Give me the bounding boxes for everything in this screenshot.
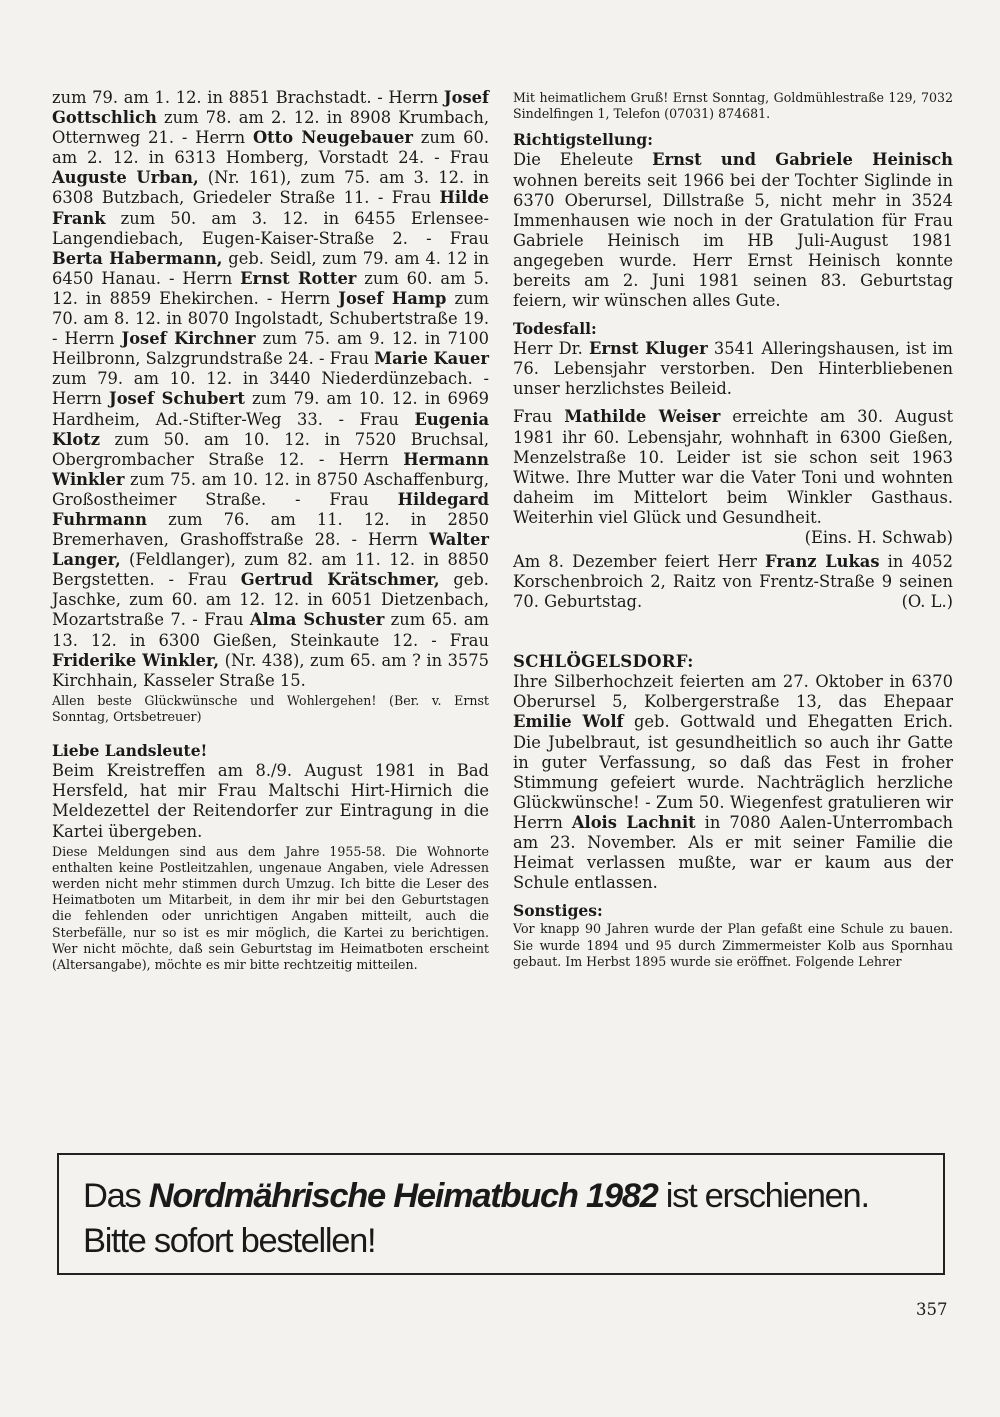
person-name: Otto Neugebauer [252, 128, 413, 148]
person-name: Franz Lukas [765, 552, 880, 571]
text-run: geb. Seidl, zum 79. am 4. 12 in 6450 Hanau. - Herrn [52, 248, 490, 288]
person-name: Ernst Rotter [240, 268, 357, 288]
text-run: geb. Jaschke, zum 60. am 12. 12. in 6051 Dietzenbach, Mozartstraße 7. - Frau [52, 570, 489, 630]
lukas-signature: (O. L.) [901, 592, 953, 612]
person-name: Ernst Kluger [589, 339, 708, 359]
text-run: zum 79. am 1. 12. in 8851 Brachstadt. - Herrn [52, 88, 444, 107]
text-run: Herr Dr. [513, 339, 589, 359]
person-name: Josef Hamp [338, 288, 447, 308]
weiser-paragraph [513, 407, 953, 547]
text-run: zum 60. am 2. 12. in 6313 Homberg, Vorstadt 24. - Frau [52, 128, 490, 168]
person-name: Eugenia Klotz [52, 409, 489, 449]
left-column [52, 88, 489, 973]
greeting-note: Mit heimatlichem Gruß! Ernst Sonntag, Goldmühlestraße 129, 7032 Sindelfingen 1, Telefon (07031) 874681. [513, 90, 953, 122]
birthday-list [52, 88, 489, 691]
person-name: Berta Habermann, [52, 248, 223, 268]
text-run: (Nr. 438), zum 65. am ? in 3575 Kirchhain, Kasseler Straße 15. [52, 650, 490, 690]
person-name: Auguste Urban, [52, 168, 199, 188]
text-run: Am 8. Dezember feiert Herr [513, 552, 766, 571]
text-run: 3541 Alleringshausen, ist im 76. Lebensjahr verstorben. Den Hinterbliebenen unser herzlichstes Beileid. [513, 339, 953, 399]
right-column [513, 88, 953, 970]
todesfall-paragraph [513, 339, 953, 399]
richtigstellung-paragraph [513, 150, 953, 311]
person-name: Marie Kauer [374, 349, 489, 369]
heading-schloegelsdorf: SCHLÖGELSDORF: [513, 652, 694, 672]
text-run: zum 50. am 10. 12. in 7520 Bruchsal, Obergrombacher Straße 12. - Herrn [52, 429, 489, 469]
text-run: zum 79. am 10. 12. in 3440 Niederdünzebach. - Herrn [52, 369, 489, 409]
person-name: Alma Schuster [249, 610, 385, 630]
heading-sonstiges: Sonstiges: [513, 901, 603, 921]
person-name: Friderike Winkler, [52, 650, 220, 670]
text-run: wohnen bereits seit 1966 bei der Tochter Siglinde in 6370 Oberursel, Dillstraße 5, nicht mehr in 3524 Immenhausen wie noch in der Gratulation für Frau Gabriele Heinisch im HB Juli-August 1981 angegeben wurde. Herr Ernst Heinisch konnte bereits am 2. Juni 1981 seinen 83. Geburtstag feiern, wir wünschen alles Gute. [513, 170, 953, 311]
person-name: Josef Gottschlich [52, 88, 489, 128]
heimatbuch-advertisement [57, 1153, 945, 1275]
ad-book-title: Nordmährische Heimatbuch 1982 [148, 1177, 658, 1215]
text-run: zum 65. am 13. 12. in 6300 Gießen, Steinkaute 12. - Frau [52, 610, 489, 650]
schloegelsdorf-paragraph [513, 672, 953, 893]
text-run: in 4052 Korschenbroich 2, Raitz von Frentz-Straße 9 seinen 70. Geburtstag. [513, 552, 953, 612]
text-run: zum 79. am 10. 12. in 6969 Hardheim, Ad.-Stifter-Weg 33. - Frau [52, 389, 489, 429]
ad-line-1 [83, 1177, 869, 1216]
person-name: Josef Kirchner [121, 329, 256, 349]
person-name: Hermann Winkler [52, 449, 489, 489]
landsleute-note: Diese Meldungen sind aus dem Jahre 1955-58. Die Wohnorte enthalten keine Postleitzahlen, ungenaue Angaben, viele Adressen werden nicht mehr stimmen durch Umzug. Ich bitte die Leser des Heimatboten um Mitarbeit, in dem ihr mir bei den Geburtstagen die fehlenden oder unrichtigen Angaben mitteilt, auch die Sterbefälle, nur so ist es mir möglich, die Kartei zu berichtigen. Wer nicht möchte, daß sein Geburtstag im Heimatboten erscheint (Altersangabe), möchte es mir bitte rechtzeitig mitteilen. [52, 843, 489, 973]
ad-line-2: Bitte sofort bestellen! [83, 1222, 376, 1260]
lukas-paragraph [513, 552, 953, 612]
person-name: Walter Langer, [52, 530, 489, 570]
text-run: in 7080 Aalen-Unterrombach am 23. November. Als er mit seiner Familie die Heimat verlassen mußte, war er kaum aus der Schule entlassen. [513, 812, 953, 893]
text-run: zum 78. am 2. 12. in 8908 Krumbach, Otternweg 21. - Herrn [52, 108, 489, 148]
text-run: zum 75. am 10. 12. in 8750 Aschaffenburg, Großostheimer Straße. - Frau [52, 469, 489, 509]
text-run: zum 76. am 11. 12. in 2850 Bremerhaven, Grashoffstraße 28. - Herrn [52, 509, 489, 550]
heading-todesfall: Todesfall: [513, 319, 597, 339]
page-number: 357 [916, 1300, 948, 1319]
text-run: Frau [513, 407, 565, 427]
ad-line1-post: ist erschienen. [657, 1177, 869, 1215]
person-name: Hildegard Fuhrmann [52, 489, 489, 529]
person-name: Mathilde Weiser [564, 407, 721, 427]
heading-liebe-landsleute: Liebe Landsleute! [52, 741, 208, 761]
person-name: Hilde Frank [52, 188, 489, 228]
heading-richtigstellung: Richtigstellung: [513, 130, 653, 150]
weiser-signature: (Eins. H. Schwab) [804, 528, 953, 547]
text-run: (Feldlanger), zum 82. am 11. 12. in 8850 Bergstetten. - Frau [52, 550, 489, 590]
weiser-text [513, 407, 953, 526]
text-run: geb. Gottwald und Ehegatten Erich. Die Jubelbraut, ist gesundheitlich so auch ihr Gatte in guter Verfassung, so daß das Fest in froher Stimmung gefeiert wurde. Nachträglich herzliche Glückwünsche! - Zum 50. Wiegenfest gratulieren wir Herrn [513, 712, 953, 832]
person-name: Gertrud Krätschmer, [240, 570, 440, 590]
person-name: Alois Lachnit [571, 812, 696, 832]
text-run: Ihre Silberhochzeit feierten am 27. Oktober in 6370 Oberursel 5, Kolbergerstraße 13, das Ehepaar [513, 672, 953, 712]
person-name: Emilie Wolf [513, 712, 624, 732]
text-run: erreichte am 30. August 1981 ihr 60. Lebensjahr, wohnhaft in 6300 Gießen, Menzelstraße 10. Leider ist sie schon seit 1963 Witwe. Ihre Mutter war die Vater Toni und wohnten daheim im Mittelort beim Winkler Gasthaus. Weiterhin viel Glück und Gesundheit. [513, 407, 953, 527]
text-run: zum 50. am 3. 12. in 6455 Erlensee-Langendiebach, Eugen-Kaiser-Straße 2. - Frau [52, 208, 489, 248]
birthday-closing-note: Allen beste Glückwünsche und Wohlergehen! (Ber. v. Ernst Sonntag, Ortsbetreuer) [52, 692, 489, 725]
ad-line1-pre: Das [83, 1177, 149, 1215]
person-name: Ernst und Gabriele Heinisch [652, 150, 953, 170]
text-run: zum 60. am 5. 12. in 8859 Ehekirchen. - Herrn [52, 268, 489, 308]
sonstiges-paragraph: Vor knapp 90 Jahren wurde der Plan gefaßt eine Schule zu bauen. Sie wurde 1894 und 95 durch Zimmermeister Kolb aus Spornhau gebaut. Im Herbst 1895 wurde sie eröffnet. Folgende Lehrer [513, 921, 953, 969]
text-run: zum 75. am 9. 12. in 7100 Heilbronn, Salzgrundstraße 24. - Frau [52, 329, 489, 369]
landsleute-paragraph: Beim Kreistreffen am 8./9. August 1981 in Bad Hersfeld, hat mir Frau Maltschi Hirt-Hirnich die Meldezettel der Reitendorfer zur Eintragung in die Kartei übergeben. [52, 761, 489, 841]
text-run: Die Eheleute [513, 150, 653, 170]
lukas-text [513, 552, 953, 611]
person-name: Josef Schubert [108, 389, 245, 409]
text-run: zum 70. am 8. 12. in 8070 Ingolstadt, Schubertstraße 19. - Herrn [52, 288, 489, 349]
text-run: (Nr. 161), zum 75. am 3. 12. in 6308 Butzbach, Griedeler Straße 11. - Frau [52, 168, 490, 208]
